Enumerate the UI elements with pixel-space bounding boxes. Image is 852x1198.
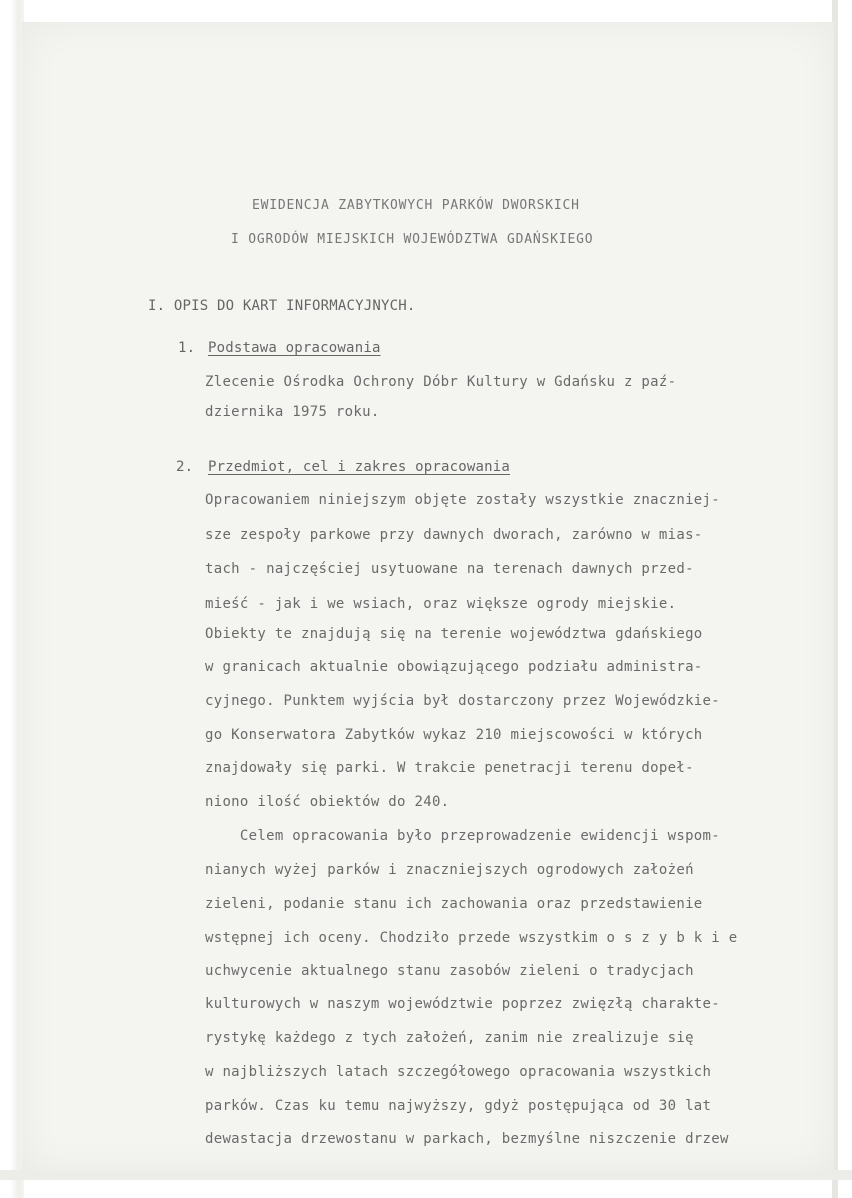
item-2-line-6: w granicach aktualnie obowiązującego podziału administra-: [205, 659, 703, 675]
item-2-number: 2.: [176, 459, 194, 475]
document-title-line-2: I OGRODÓW MIEJSKICH WOJEWÓDZTWA GDAŃSKIEGO: [231, 232, 594, 247]
section-heading: I. OPIS DO KART INFORMACYJNYCH.: [148, 298, 416, 314]
item-2-line-5: Obiekty te znajdują się na terenie województwa gdańskiego: [205, 626, 703, 642]
item-2-line-10: niono ilość obiektów do 240.: [205, 794, 450, 810]
item-2-line-17: rystykę każdego z tych założeń, zanim nie zrealizuje się: [205, 1030, 694, 1046]
item-2-line-9: znajdowały się parki. W trakcie penetracji terenu dopeł-: [205, 760, 694, 776]
item-2-line-15: uchwycenie aktualnego stanu zasobów zieleni o tradycjach: [205, 963, 694, 979]
item-1-heading: Podstawa opracowania: [208, 340, 381, 356]
item-2-line-1: Opracowaniem niniejszym objęte zostały wszystkie znaczniej-: [205, 492, 720, 508]
item-2-line-7: cyjnego. Punktem wyjścia był dostarczony przez Wojewódzkie-: [205, 693, 720, 709]
item-2-line-14: wstępnej ich oceny. Chodziło przede wszystkim o s z y b k i e: [205, 930, 738, 946]
item-2-line-19: parków. Czas ku temu najwyższy, gdyż postępująca od 30 lat: [205, 1098, 712, 1114]
item-1-number: 1.: [178, 340, 196, 356]
item-1-line-2: dziernika 1975 roku.: [205, 404, 380, 420]
item-2-line-18: w najbliższych latach szczegółowego opracowania wszystkich: [205, 1064, 712, 1080]
item-2-line-3: tach - najczęściej usytuowane na terenach dawnych przed-: [205, 561, 694, 577]
item-2-line-2: sze zespoły parkowe przy dawnych dworach, zarówno w mias-: [205, 527, 703, 543]
item-2-line-13: zieleni, podanie stanu ich zachowania oraz przedstawienie: [205, 896, 703, 912]
item-2-line-12: nianych wyżej parków i znaczniejszych ogrodowych założeń: [205, 862, 694, 878]
item-2-heading: Przedmiot, cel i zakres opracowania: [208, 459, 511, 475]
item-2-line-16: kulturowych w naszym województwie poprzez zwięzłą charakte-: [205, 996, 720, 1012]
item-2-line-20: dewastacja drzewostanu w parkach, bezmyślne niszczenie drzew: [205, 1131, 729, 1147]
item-2-line-4: mieść - jak i we wsiach, oraz większe ogrody miejskie.: [205, 596, 677, 612]
item-1-line-1: Zlecenie Ośrodka Ochrony Dóbr Kultury w Gdańsku z paź-: [205, 374, 677, 390]
item-2-line-11: Celem opracowania było przeprowadzenie ewidencji wspom-: [205, 828, 720, 844]
document-title-line-1: EWIDENCJA ZABYTKOWYCH PARKÓW DWORSKICH: [252, 198, 580, 213]
item-2-line-8: go Konserwatora Zabytków wykaz 210 miejscowości w których: [205, 727, 703, 743]
